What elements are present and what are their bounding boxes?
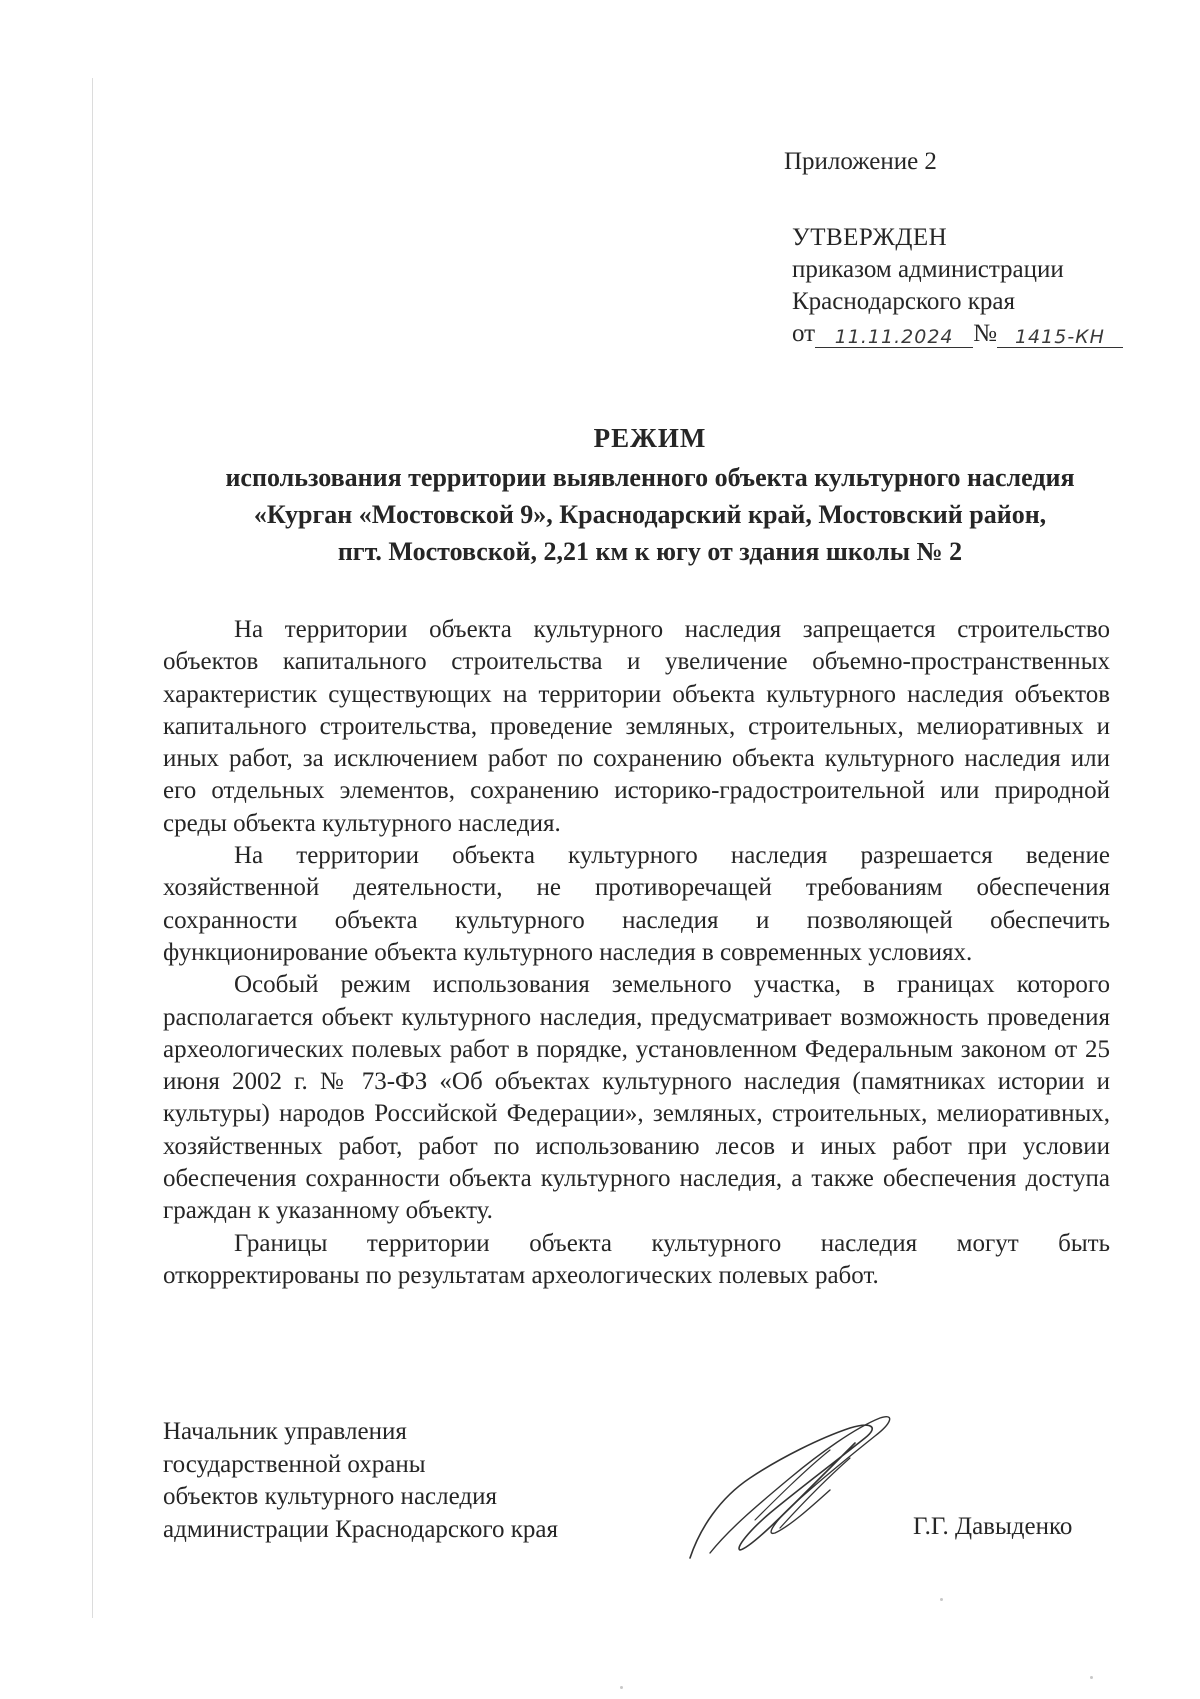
document-title	[100, 420, 1200, 570]
signer-name: Г.Г. Давыденко	[913, 1513, 1073, 1540]
scan-speck	[1090, 1676, 1093, 1679]
position-line-1: Начальник управления	[163, 1418, 407, 1445]
handwritten-signature	[680, 1408, 910, 1568]
title-line-1: использования территории выявленного объекта культурного наследия	[225, 463, 1075, 492]
paragraph-4: Границы территории объекта культурного наследия могут быть откорректированы по результатам археологических полевых работ.	[163, 1229, 1110, 1289]
paragraph-2: На территории объекта культурного наследия разрешается ведение хозяйственной деятельности, не противоречащей требованиям обеспечения сохранности объекта культурного наследия и позволяющей обеспечить функционирование объекта культурного наследия в современных условиях.	[163, 842, 1110, 966]
order-number: 1415-КН	[997, 321, 1123, 348]
scan-margin-line	[92, 78, 93, 1618]
position-line-4: администрации Краснодарского края	[163, 1515, 559, 1543]
title-main: РЕЖИМ	[593, 423, 707, 453]
document-body	[163, 614, 1110, 1292]
approval-line-1: приказом администрации	[792, 256, 1064, 283]
signatory-position	[163, 1416, 558, 1546]
paragraph-3: Особый режим использования земельного участка, в границах которого располагается объект культурного наследия, предусматривает возможность проведения археологических полевых работ в порядке, установленном Федеральным законом от 25 июня 2002 г. № 73-ФЗ «Об объектах культурного наследия (памятниках истории и культуры) народов Российской Федерации», земляных, строительных, мелиоративных, хозяйственных работ, работ по использованию лесов и иных работ при условии обеспечения сохранности объекта культурного наследия, а также обеспечения доступа граждан к указанному объекту.	[163, 971, 1110, 1225]
position-line-2: государственной охраны	[163, 1450, 426, 1478]
title-line-3: пгт. Мостовской, 2,21 км к югу от здания школы № 2	[337, 537, 963, 566]
appendix-label: Приложение 2	[784, 148, 937, 175]
title-line-2: «Курган «Мостовской 9», Краснодарский край, Мостовский район,	[253, 500, 1047, 529]
scan-speck	[620, 1686, 623, 1689]
approval-stamp-block	[792, 222, 1123, 350]
date-value: 11.11.2024	[815, 321, 973, 348]
paragraph-1: На территории объекта культурного наследия запрещается строительство объектов капитального строительства и увеличение объемно-пространственных характеристик существующих на территории объекта культурного наследия объектов капитального строительства, проведение земляных, строительных, мелиоративных и иных работ, за исключением работ по сохранению объекта культурного наследия или его отдельных элементов, сохранению историко-градостроительной или природной среды объекта культурного наследия.	[163, 616, 1110, 837]
approval-heading: УТВЕРЖДЕН	[792, 224, 948, 251]
scan-speck	[940, 1598, 943, 1601]
position-line-3: объектов культурного наследия	[163, 1483, 497, 1510]
approval-line-2: Краснодарского края	[792, 288, 1015, 315]
date-prefix: от	[792, 320, 816, 347]
approval-date-line	[792, 318, 1123, 350]
number-sign: №	[973, 320, 997, 347]
